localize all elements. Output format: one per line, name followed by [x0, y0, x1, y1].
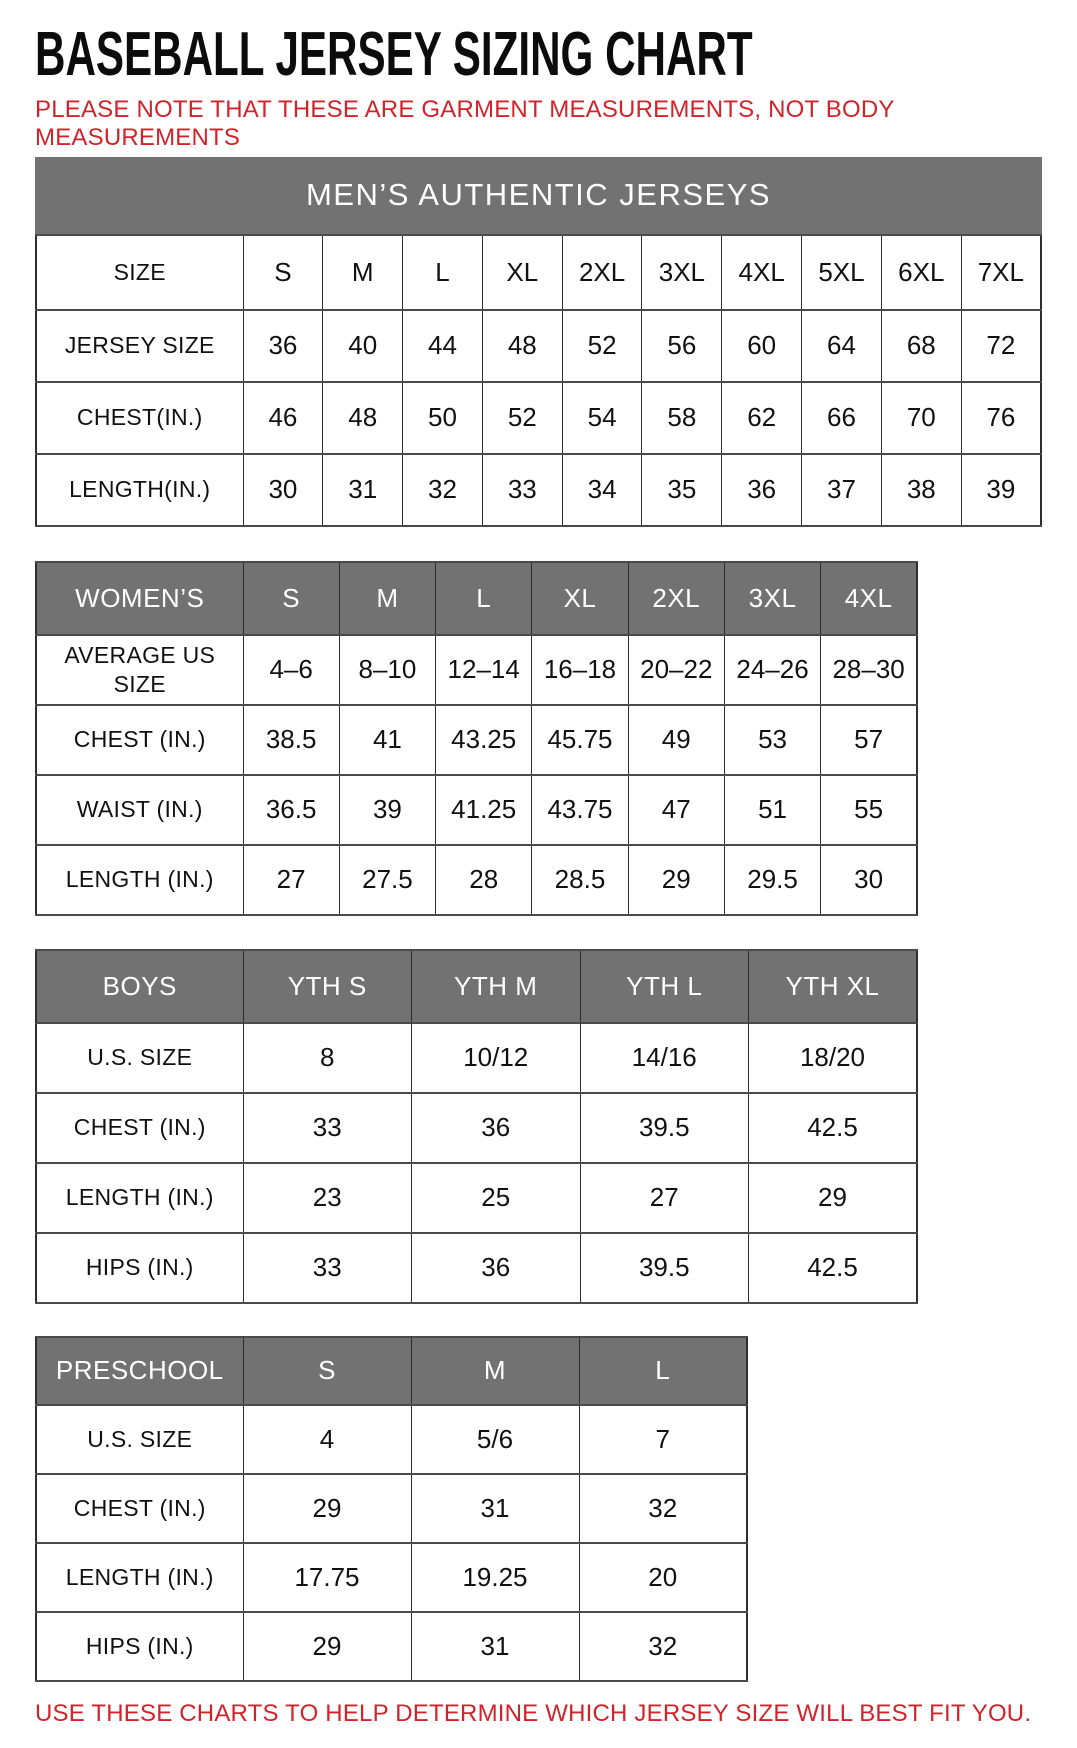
- measurement-value-cell: 4–6: [243, 635, 339, 705]
- measurement-row: [36, 1233, 917, 1303]
- measurement-row: [36, 1093, 917, 1163]
- measurement-value-cell: 39: [961, 454, 1041, 526]
- size-label-cell: 3XL: [642, 235, 722, 310]
- row-label-cell: U.S. SIZE: [36, 1405, 243, 1474]
- measurement-value-cell: 33: [482, 454, 562, 526]
- measurement-value-cell: 29.5: [724, 845, 820, 915]
- size-label-cell: 5XL: [802, 235, 882, 310]
- row-label-cell: LENGTH (IN.): [36, 1543, 243, 1612]
- measurement-row: [36, 1474, 747, 1543]
- measurement-row: [36, 705, 917, 775]
- measurement-row: [36, 635, 917, 705]
- measurement-row: [36, 310, 1041, 382]
- row-label-cell: JERSEY SIZE: [36, 310, 243, 382]
- measurement-value-cell: 27: [580, 1163, 749, 1233]
- mens-sizing-table: [35, 234, 1042, 527]
- measurement-value-cell: 52: [562, 310, 642, 382]
- table-title-cell: WOMEN’S: [36, 562, 243, 635]
- measurement-value-cell: 29: [628, 845, 724, 915]
- measurement-row: [36, 1612, 747, 1681]
- measurement-value-cell: 32: [579, 1474, 747, 1543]
- size-label-cell: 4XL: [821, 562, 917, 635]
- measurement-value-cell: 33: [243, 1233, 412, 1303]
- measurement-row: [36, 1543, 747, 1612]
- measurement-value-cell: 33: [243, 1093, 412, 1163]
- measurement-value-cell: 48: [482, 310, 562, 382]
- size-header-row: [36, 562, 917, 635]
- row-label-cell: LENGTH(IN.): [36, 454, 243, 526]
- preschool-sizing-table: [35, 1336, 748, 1682]
- measurement-value-cell: 35: [642, 454, 722, 526]
- measurement-row: [36, 1163, 917, 1233]
- measurement-value-cell: 36: [412, 1093, 581, 1163]
- size-label-cell: 3XL: [724, 562, 820, 635]
- measurement-value-cell: 8: [243, 1023, 412, 1093]
- measurement-value-cell: 53: [724, 705, 820, 775]
- size-label-cell: M: [339, 562, 435, 635]
- measurement-value-cell: 42.5: [749, 1093, 918, 1163]
- measurement-value-cell: 31: [323, 454, 403, 526]
- size-label-cell: YTH L: [580, 950, 749, 1023]
- measurement-value-cell: 36: [722, 454, 802, 526]
- measurement-value-cell: 43.75: [532, 775, 628, 845]
- size-header-row: [36, 1337, 747, 1405]
- measurement-value-cell: 41.25: [436, 775, 532, 845]
- row-label-cell: HIPS (IN.): [36, 1612, 243, 1681]
- measurement-row: [36, 454, 1041, 526]
- size-label-cell: YTH S: [243, 950, 412, 1023]
- measurement-value-cell: 37: [802, 454, 882, 526]
- measurement-value-cell: 46: [243, 382, 323, 454]
- mens-sizing-table-wrap: [35, 234, 1042, 527]
- measurement-value-cell: 36: [243, 310, 323, 382]
- size-label-cell: 4XL: [722, 235, 802, 310]
- measurement-row: [36, 382, 1041, 454]
- garment-measurement-note: PLEASE NOTE THAT THESE ARE GARMENT MEASUREMENTS, NOT BODY MEASUREMENTS: [35, 96, 895, 152]
- measurement-value-cell: 55: [821, 775, 917, 845]
- measurement-value-cell: 29: [243, 1612, 411, 1681]
- measurement-value-cell: 14/16: [580, 1023, 749, 1093]
- measurement-value-cell: 42.5: [749, 1233, 918, 1303]
- size-label-cell: 2XL: [628, 562, 724, 635]
- measurement-value-cell: 43.25: [436, 705, 532, 775]
- measurement-value-cell: 66: [802, 382, 882, 454]
- size-label-cell: S: [243, 235, 323, 310]
- measurement-value-cell: 5/6: [411, 1405, 579, 1474]
- size-label-cell: M: [323, 235, 403, 310]
- measurement-value-cell: 28: [436, 845, 532, 915]
- measurement-row: [36, 1023, 917, 1093]
- measurement-row: [36, 845, 917, 915]
- size-label-cell: S: [243, 562, 339, 635]
- size-label-cell: 2XL: [562, 235, 642, 310]
- row-label-cell: LENGTH (IN.): [36, 1163, 243, 1233]
- row-label-cell: CHEST(IN.): [36, 382, 243, 454]
- measurement-value-cell: 44: [403, 310, 483, 382]
- size-label-cell: M: [411, 1337, 579, 1405]
- measurement-value-cell: 16–18: [532, 635, 628, 705]
- size-label-cell: 7XL: [961, 235, 1041, 310]
- measurement-value-cell: 40: [323, 310, 403, 382]
- measurement-value-cell: 32: [579, 1612, 747, 1681]
- size-label-cell: 6XL: [881, 235, 961, 310]
- footer-note: USE THESE CHARTS TO HELP DETERMINE WHICH JERSEY SIZE WILL BEST FIT YOU.: [35, 1699, 1032, 1727]
- measurement-value-cell: 24–26: [724, 635, 820, 705]
- size-header-row: [36, 235, 1041, 310]
- size-label-cell: XL: [532, 562, 628, 635]
- measurement-value-cell: 70: [881, 382, 961, 454]
- measurement-value-cell: 72: [961, 310, 1041, 382]
- row-label-cell: AVERAGE US SIZE: [36, 635, 243, 705]
- measurement-value-cell: 41: [339, 705, 435, 775]
- measurement-value-cell: 48: [323, 382, 403, 454]
- measurement-value-cell: 30: [243, 454, 323, 526]
- measurement-row: [36, 1405, 747, 1474]
- table-title-cell: BOYS: [36, 950, 243, 1023]
- measurement-value-cell: 50: [403, 382, 483, 454]
- measurement-value-cell: 4: [243, 1405, 411, 1474]
- measurement-value-cell: 12–14: [436, 635, 532, 705]
- mens-authentic-jerseys-banner: MEN’S AUTHENTIC JERSEYS: [35, 157, 1042, 234]
- measurement-value-cell: 19.25: [411, 1543, 579, 1612]
- boys-sizing-table-wrap: [35, 949, 1042, 1304]
- measurement-value-cell: 39: [339, 775, 435, 845]
- measurement-value-cell: 18/20: [749, 1023, 918, 1093]
- boys-sizing-table: [35, 949, 918, 1304]
- measurement-value-cell: 20: [579, 1543, 747, 1612]
- row-label-cell: LENGTH (IN.): [36, 845, 243, 915]
- measurement-value-cell: 29: [749, 1163, 918, 1233]
- womens-sizing-table: [35, 561, 918, 916]
- size-label-cell: YTH XL: [749, 950, 918, 1023]
- measurement-value-cell: 8–10: [339, 635, 435, 705]
- measurement-value-cell: 31: [411, 1474, 579, 1543]
- row-label-cell: CHEST (IN.): [36, 1093, 243, 1163]
- size-label-cell: L: [579, 1337, 747, 1405]
- measurement-value-cell: 56: [642, 310, 722, 382]
- measurement-value-cell: 17.75: [243, 1543, 411, 1612]
- preschool-sizing-table-wrap: [35, 1336, 1042, 1682]
- measurement-value-cell: 49: [628, 705, 724, 775]
- measurement-value-cell: 10/12: [412, 1023, 581, 1093]
- page-title: BASEBALL JERSEY SIZING CHART: [35, 20, 753, 89]
- measurement-value-cell: 52: [482, 382, 562, 454]
- table-title-cell: SIZE: [36, 235, 243, 310]
- table-title-cell: PRESCHOOL: [36, 1337, 243, 1405]
- size-header-row: [36, 950, 917, 1023]
- measurement-value-cell: 58: [642, 382, 722, 454]
- measurement-value-cell: 45.75: [532, 705, 628, 775]
- measurement-value-cell: 51: [724, 775, 820, 845]
- measurement-value-cell: 7: [579, 1405, 747, 1474]
- measurement-value-cell: 27.5: [339, 845, 435, 915]
- measurement-value-cell: 62: [722, 382, 802, 454]
- measurement-value-cell: 31: [411, 1612, 579, 1681]
- measurement-value-cell: 29: [243, 1474, 411, 1543]
- measurement-value-cell: 38: [881, 454, 961, 526]
- row-label-cell: WAIST (IN.): [36, 775, 243, 845]
- womens-sizing-table-wrap: [35, 561, 1042, 916]
- size-label-cell: YTH M: [412, 950, 581, 1023]
- measurement-value-cell: 39.5: [580, 1093, 749, 1163]
- measurement-value-cell: 28–30: [821, 635, 917, 705]
- row-label-cell: U.S. SIZE: [36, 1023, 243, 1093]
- measurement-value-cell: 54: [562, 382, 642, 454]
- measurement-value-cell: 36.5: [243, 775, 339, 845]
- measurement-value-cell: 47: [628, 775, 724, 845]
- measurement-value-cell: 39.5: [580, 1233, 749, 1303]
- measurement-value-cell: 20–22: [628, 635, 724, 705]
- row-label-cell: CHEST (IN.): [36, 1474, 243, 1543]
- measurement-value-cell: 32: [403, 454, 483, 526]
- measurement-value-cell: 57: [821, 705, 917, 775]
- measurement-row: [36, 775, 917, 845]
- size-label-cell: L: [403, 235, 483, 310]
- measurement-value-cell: 30: [821, 845, 917, 915]
- measurement-value-cell: 27: [243, 845, 339, 915]
- row-label-cell: CHEST (IN.): [36, 705, 243, 775]
- measurement-value-cell: 60: [722, 310, 802, 382]
- measurement-value-cell: 23: [243, 1163, 412, 1233]
- row-label-cell: HIPS (IN.): [36, 1233, 243, 1303]
- measurement-value-cell: 68: [881, 310, 961, 382]
- measurement-value-cell: 38.5: [243, 705, 339, 775]
- measurement-value-cell: 28.5: [532, 845, 628, 915]
- size-label-cell: L: [436, 562, 532, 635]
- measurement-value-cell: 34: [562, 454, 642, 526]
- size-label-cell: S: [243, 1337, 411, 1405]
- measurement-value-cell: 25: [412, 1163, 581, 1233]
- measurement-value-cell: 36: [412, 1233, 581, 1303]
- measurement-value-cell: 64: [802, 310, 882, 382]
- measurement-value-cell: 76: [961, 382, 1041, 454]
- size-label-cell: XL: [482, 235, 562, 310]
